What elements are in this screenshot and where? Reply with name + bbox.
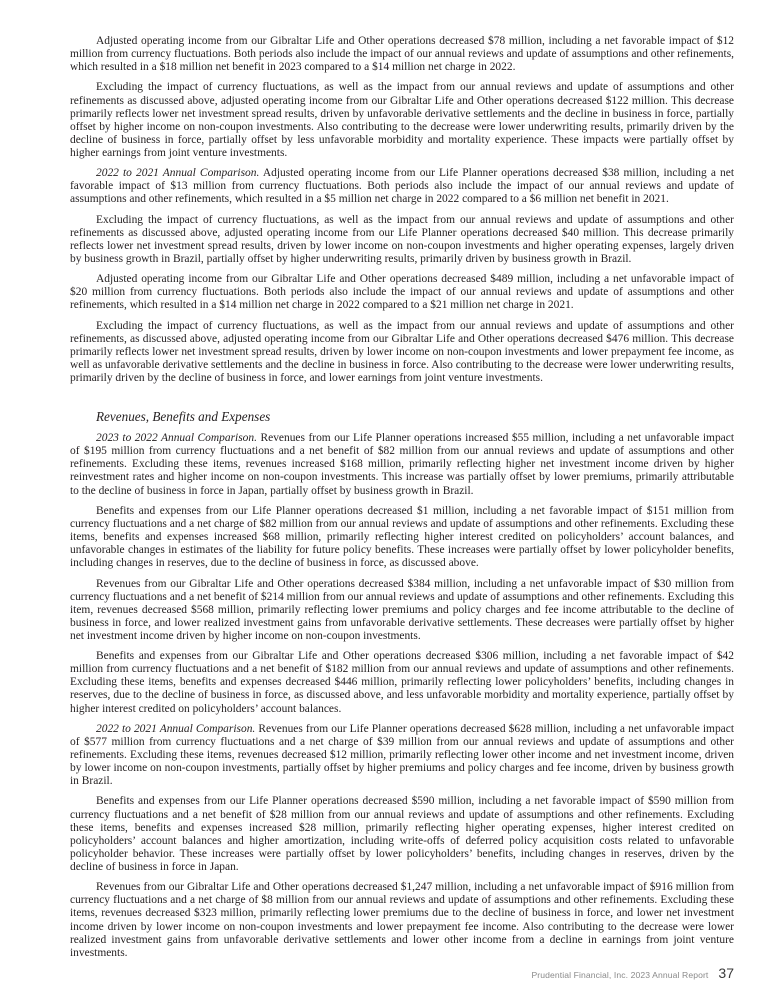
paragraph <box>70 881 734 960</box>
paragraph-lead: 2023 to 2022 Annual Comparison. <box>96 432 257 445</box>
section-heading: Revenues, Benefits and Expenses <box>96 409 271 425</box>
paragraph-text: Adjusted operating income from our Life Planner operations decreased $38 million, including a net favorable impact of $13 million from currency fluctuations. Both periods also include the impact of our annual reviews and update of assumptions and other refinements, which resulted in a $5 million net charge in 2022 compared to a $6 million net benefit in 2021. <box>70 167 734 206</box>
paragraph <box>70 214 734 266</box>
paragraph-text: Adjusted operating income from our Gibraltar Life and Other operations decreased $78 million, including a net favorable impact of $12 million from currency fluctuations. Both periods also include the impact of our annual reviews and update of assumptions and other refinements, which resulted in a $18 million net benefit in 2023 compared to a $14 million net charge in 2022. <box>70 35 734 74</box>
paragraph <box>70 795 734 874</box>
page-number: 37 <box>718 965 734 981</box>
paragraph <box>70 723 734 788</box>
paragraph-text: Revenues from our Gibraltar Life and Other operations decreased $1,247 million, including a net unfavorable impact of $916 million from currency fluctuations and a net charge of $8 million from our annual reviews and update of assumptions and other refinements. Excluding these items, revenues decreased $323 million, primarily reflecting lower premiums due to the decline of business in force, and lower net investment income driven by lower income on non-coupon investments and lower prepayment fee income. Also contributing to the decrease were lower realized investment gains from unfavorable derivative settlements and lower other income from a decline in earnings from joint venture investments. <box>70 881 734 959</box>
paragraph <box>70 35 734 74</box>
paragraph <box>70 81 734 160</box>
paragraph-lead: 2022 to 2021 Annual Comparison. <box>96 167 260 180</box>
paragraph-lead: 2022 to 2021 Annual Comparison. <box>96 722 256 735</box>
paragraph-text: Excluding the impact of currency fluctuations, as well as the impact from our annual reviews and update of assumptions and other refinements as discussed above, adjusted operating income from our Life Planner operations decreased $40 million. This decrease primarily reflects lower net investment spread results, driven by lower income on non-coupon investments and higher operating expenses, largely driven by business growth in Brazil, partially offset by higher underwriting results, primarily driven by business growth in Brazil. <box>70 213 734 265</box>
paragraph-text: Revenues from our Life Planner operations decreased $628 million, including a net unfavorable impact of $577 million from currency fluctuations and a net charge of $39 million from our annual reviews and update of assumptions and other refinements. Excluding these items, revenues decreased $12 million, primarily reflecting lower other income and net investment income, driven by lower income on non-coupon investments, partially offset by higher premiums and policy charges and fee income, driven by business growth in Brazil. <box>70 722 734 788</box>
paragraph-text: Benefits and expenses from our Life Planner operations decreased $590 million, including a net favorable impact of $590 million from currency fluctuations and a net benefit of $28 million from our annual reviews and update of assumptions and other refinements. Excluding these items, benefits and expenses increased $28 million, primarily reflecting higher operating expenses, higher interest credited on policyholders’ account balances and higher amortization, including write-offs of deferred policy acquisition costs related to unfavorable policyholder behavior. These increases were partially offset by lower policyholders’ benefits, including changes in reserves, driven by the decline of business in force in Japan. <box>70 795 734 873</box>
paragraph-text: Revenues from our Gibraltar Life and Other operations decreased $384 million, including a net unfavorable impact of $30 million from currency fluctuations and a net benefit of $214 million from our annual reviews and update of assumptions and other refinements. Excluding this item, revenues decreased $568 million, primarily reflecting lower premiums and policy charges and fee income attributable to the decline of business in force, and lower realized investment gains from unfavorable derivative settlements. These decreases were partially offset by higher net investment income driven by higher income on non-coupon investments. <box>70 577 734 642</box>
paragraph-text: Adjusted operating income from our Gibraltar Life and Other operations decreased $489 million, including a net unfavorable impact of $20 million from currency fluctuations. Both periods also include the impact of our annual reviews and update of assumptions and other refinements, which resulted in a $14 million net charge in 2022 compared to a $21 million net charge in 2021. <box>70 273 734 312</box>
paragraph <box>70 650 734 715</box>
page-footer <box>531 965 734 981</box>
paragraph <box>70 505 734 570</box>
paragraph <box>70 578 734 643</box>
document-page <box>70 35 734 967</box>
paragraph <box>70 273 734 312</box>
report-title: Prudential Financial, Inc. 2023 Annual Report <box>531 970 709 980</box>
paragraph <box>70 167 734 206</box>
paragraph-text: Excluding the impact of currency fluctuations, as well as the impact from our annual reviews and update of assumptions and other refinements, as discussed above, adjusted operating income from our Gibraltar Life and Other operations decreased $476 million. This decrease primarily reflects lower net investment spread results, driven by lower income on non-coupon investments and lower prepayment fee income, as well as unfavorable derivative settlements and the decline in business in force. Also contributing to the decrease were lower underwriting results, primarily driven by the decline of business in force, and lower earnings from joint venture investments. <box>70 319 734 385</box>
paragraph-text: Benefits and expenses from our Life Planner operations decreased $1 million, including a net favorable impact of $151 million from currency fluctuations and a net charge of $82 million from our annual reviews and update of assumptions and other refinements. Excluding these items, benefits and expenses increased $68 million, primarily reflecting higher interest credited on policyholders’ account balances, and unfavorable changes in estimates of the liability for future policy benefits. These increases were partially offset by lower policyholder benefits, including changes in reserves, due to the decline of business in force, as discussed above. <box>70 504 734 570</box>
paragraph-text: Revenues from our Life Planner operations increased $55 million, including a net unfavorable impact of $195 million from currency fluctuations and a net benefit of $82 million from our annual reviews and update of assumptions and other refinements. Excluding these items, revenues increased $168 million, primarily reflecting higher net investment income driven by higher reinvestment rates and higher income on non-coupon investments. This increase was partially offset by lower premiums, primarily attributable to the decline of business in force in Japan, partially offset by business growth in Brazil. <box>70 432 734 497</box>
paragraph-text: Excluding the impact of currency fluctuations, as well as the impact from our annual reviews and update of assumptions and other refinements as discussed above, adjusted operating income from our Gibraltar Life and Other operations decreased $122 million. This decrease primarily reflects lower net investment spread results, driven by unfavorable derivative settlements and the decline in business in force, partially offset by higher income on non-coupon investments. Also contributing to the decrease were lower underwriting results, primarily driven by the decline of business in force, partially offset by less unfavorable morbidity and mortality experience. These impacts were partially offset by higher earnings from joint venture investments. <box>70 81 734 159</box>
paragraph <box>70 320 734 385</box>
paragraph <box>70 432 734 497</box>
paragraph-text: Benefits and expenses from our Gibraltar Life and Other operations decreased $306 million, including a net favorable impact of $42 million from currency fluctuations and a net benefit of $182 million from our annual reviews and update of assumptions and other refinements. Excluding these items, benefits and expenses decreased $446 million, primarily reflecting lower policyholders’ benefits, including changes in reserves, due to the decline of business in force, as discussed above, and less unfavorable morbidity and mortality experience, partially offset by higher interest credited on policyholders’ account balances. <box>70 650 734 715</box>
